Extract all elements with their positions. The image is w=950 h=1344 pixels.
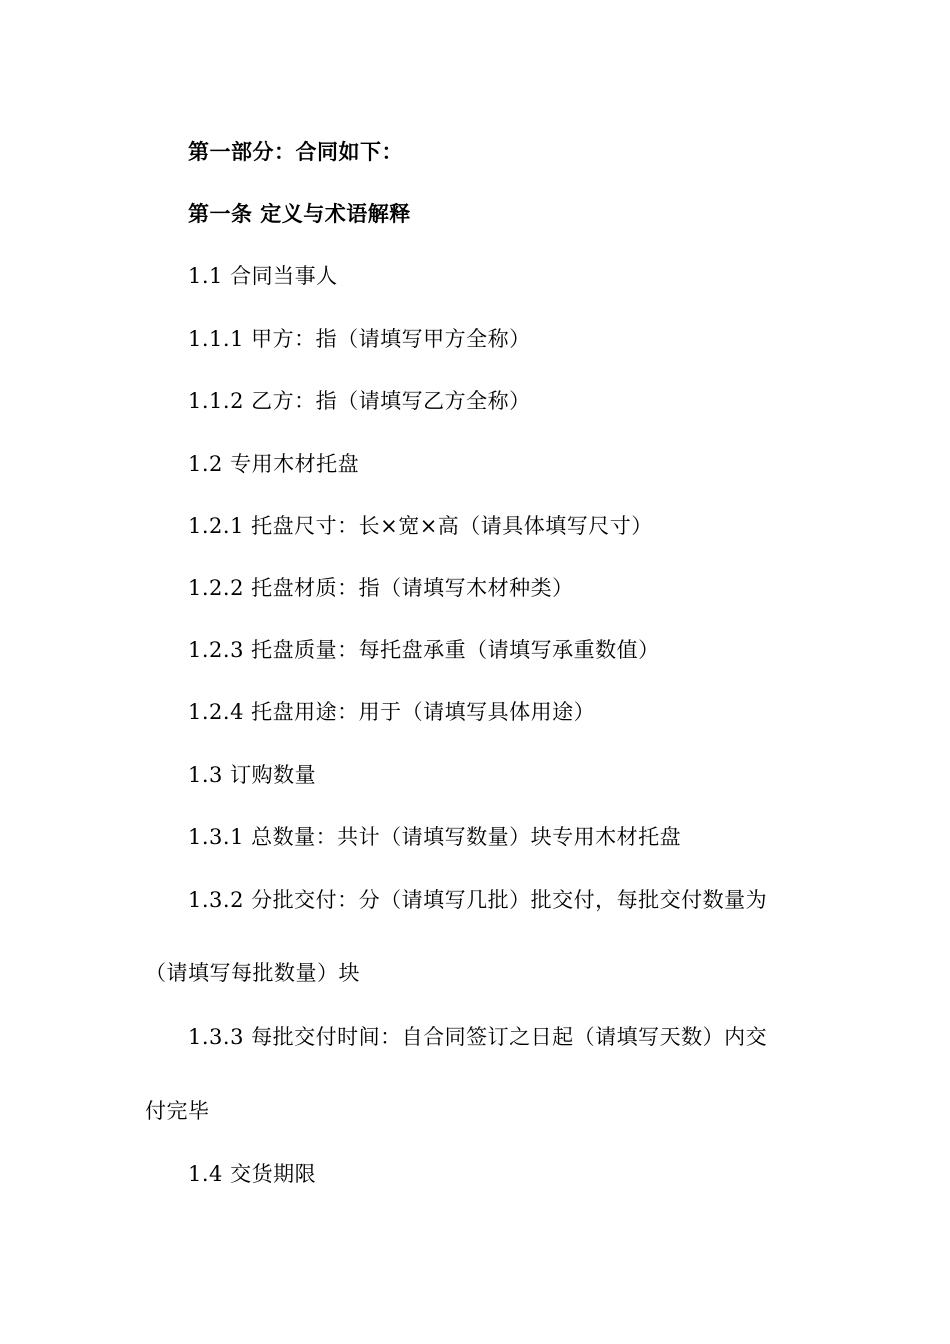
clause-line: 1.3.1 总数量：共计（请填写数量）块专用木材托盘 <box>188 825 682 849</box>
article-heading: 第一条 定义与术语解释 <box>188 201 411 226</box>
clause-line-continuation: （请填写每批数量）块 <box>145 961 360 985</box>
clause-line: 1.3.3 每批交付时间：自合同签订之日起（请填写天数）内交 <box>188 1025 768 1049</box>
clause-line: 1.1.1 甲方：指（请填写甲方全称） <box>188 327 531 351</box>
clause-line: 1.1 合同当事人 <box>188 264 338 288</box>
clause-line: 1.2.3 托盘质量：每托盘承重（请填写承重数值） <box>188 638 660 662</box>
clause-line: 1.3 订购数量 <box>188 763 317 787</box>
clause-line: 1.1.2 乙方：指（请填写乙方全称） <box>188 389 531 413</box>
clause-line: 1.2.2 托盘材质：指（请填写木材种类） <box>188 576 574 600</box>
clause-line-continuation: 付完毕 <box>145 1099 210 1123</box>
part-heading: 第一部分：合同如下： <box>188 139 403 164</box>
clause-line: 1.2.1 托盘尺寸：长×宽×高（请具体填写尺寸） <box>188 514 653 538</box>
clause-line: 1.4 交货期限 <box>188 1162 317 1186</box>
clause-line: 1.2 专用木材托盘 <box>188 452 360 476</box>
clause-line: 1.2.4 托盘用途：用于（请填写具体用途） <box>188 700 596 724</box>
clause-line: 1.3.2 分批交付：分（请填写几批）批交付，每批交付数量为 <box>188 888 768 912</box>
